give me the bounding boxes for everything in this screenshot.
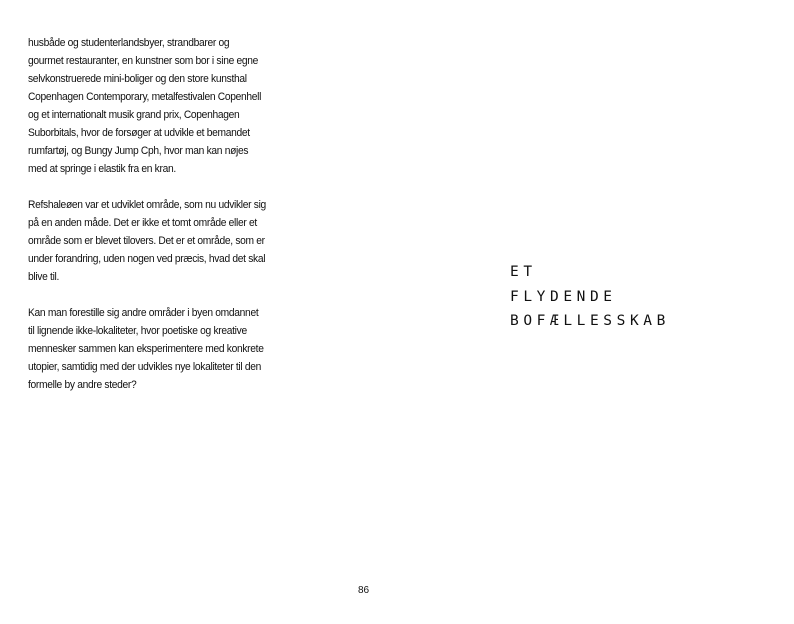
paragraph-3: [28, 304, 290, 394]
text-line: på en anden måde. Det er ikke et tomt område eller et: [28, 217, 257, 229]
text-line: Copenhagen Contemporary, metalfestivalen Copenhell: [28, 91, 262, 103]
chapter-title-line: ET: [510, 264, 537, 280]
text-line: under forandring, uden nogen ved præcis, hvad det skal: [28, 253, 266, 265]
text-line: blive til.: [28, 271, 60, 283]
text-line: område som er blevet tilovers. Det er et område, som er: [28, 235, 265, 247]
text-line: til lignende ikke-lokaliteter, hvor poetiske og kreative: [28, 325, 247, 337]
body-text: [28, 34, 290, 412]
chapter-title-line: BOFÆLLESSKAB: [510, 313, 670, 329]
text-line: rumfartøj, og Bungy Jump Cph, hvor man kan nøjes: [28, 145, 249, 157]
paragraph-2: [28, 196, 290, 286]
text-line: og et internationalt musik grand prix, Copenhagen: [28, 109, 240, 121]
text-line: formelle by andre steder?: [28, 379, 137, 391]
text-line: med at springe i elastik fra en kran.: [28, 163, 176, 175]
text-line: utopier, samtidig med der udvikles nye lokaliteter til den: [28, 361, 262, 373]
text-line: Suborbitals, hvor de forsøger at udvikle et bemandet: [28, 127, 250, 139]
chapter-title-line: FLYDENDE: [510, 288, 617, 305]
text-line: husbåde og studenterlandsbyer, strandbarer og: [28, 37, 230, 49]
chapter-title: [510, 260, 670, 334]
right-page: [397, 0, 794, 624]
page-number: 86: [358, 585, 370, 596]
text-line: Refshaleøen var et udviklet område, som nu udvikler sig: [28, 199, 266, 211]
text-line: gourmet restauranter, en kunstner som bor i sine egne: [28, 55, 259, 67]
text-line: selvkonstruerede mini-boliger og den store kunsthal: [28, 73, 247, 85]
paragraph-1: [28, 34, 290, 178]
text-line: mennesker sammen kan eksperimentere med konkrete: [28, 343, 264, 355]
text-line: Kan man forestille sig andre områder i byen omdannet: [28, 307, 259, 319]
